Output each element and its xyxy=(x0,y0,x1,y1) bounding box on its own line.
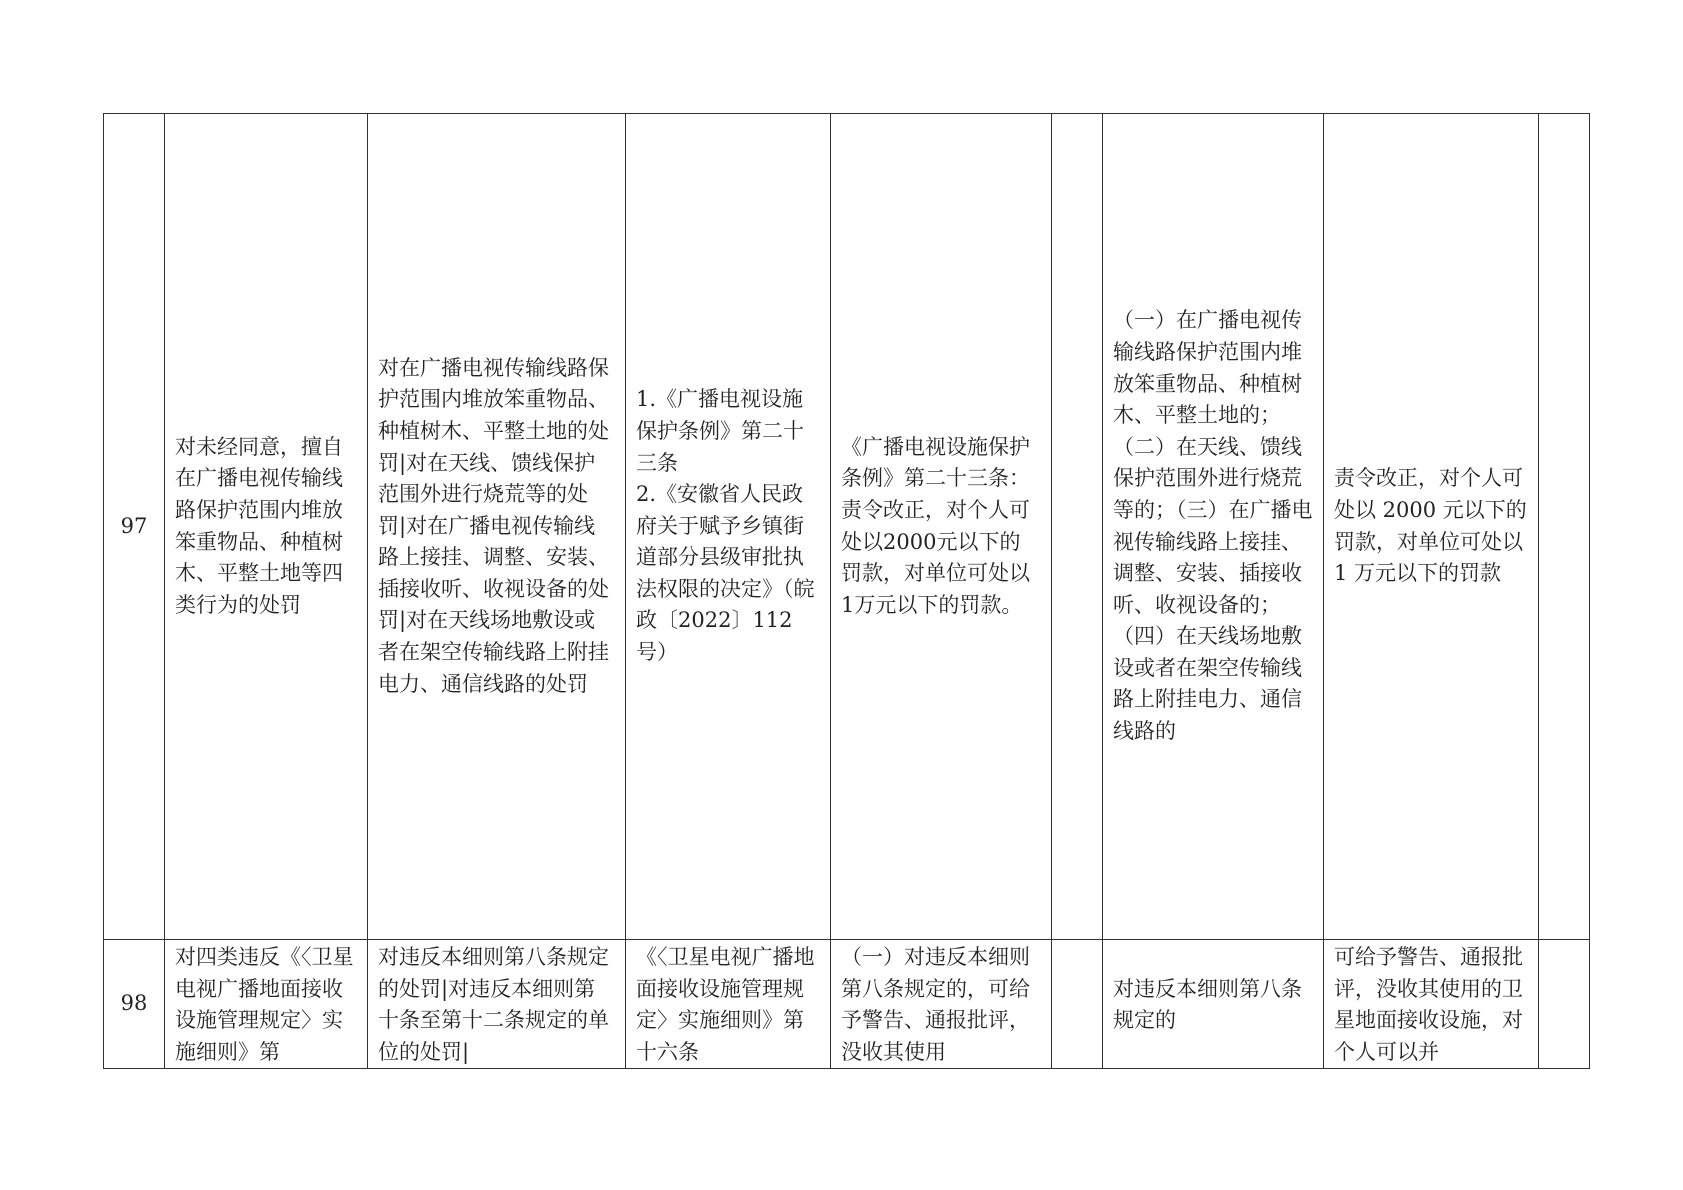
item-name-cell xyxy=(165,940,368,1069)
sub-items-cell xyxy=(368,114,626,940)
violations-cell xyxy=(1103,114,1324,940)
table-row xyxy=(104,940,1590,1069)
empty-cell xyxy=(1539,940,1590,1069)
violations-cell xyxy=(1103,940,1324,1069)
basis-text: 《〈卫星电视广播地面接收设施管理规定〉实施细则》第十六条 xyxy=(636,945,815,1064)
item-name-cell xyxy=(165,114,368,940)
empty-cell xyxy=(1539,114,1590,940)
empty-cell xyxy=(1052,114,1103,940)
basis-text: 1.《广播电视设施保护条例》第二十三条 2.《安徽省人民政府关于赋予乡镇街道部分县级审批执法权限的决定》（皖政〔2022〕112号） xyxy=(636,387,815,665)
violations-text: （一）在广播电视传输线路保护范围内堆放笨重物品、种植树木、平整土地的；（二）在天线、馈线保护范围外进行烧荒等的；（三）在广播电视传输线路上接挂、调整、安装、插接收听、收视设备的；（四）在天线场地敷设或者在架空传输线路上附挂电力、通信线路的 xyxy=(1113,308,1313,744)
penalty-cell xyxy=(1324,114,1539,940)
item-name-text: 对四类违反《〈卫星电视广播地面接收设施管理规定〉实施细则》第 xyxy=(175,945,354,1064)
sub-items-text: 对在广播电视传输线路保护范围内堆放笨重物品、种植树木、平整土地的处罚|对在天线、馈线保护范围外进行烧荒等的处罚|对在广播电视传输线路上接挂、调整、安装、插接收听、收视设备的处罚|对在天线场地敷设或者在架空传输线路上附挂电力、通信线路的处罚 xyxy=(378,355,609,696)
penalty-text: 可给予警告、通报批评，没收其使用的卫星地面接收设施，对个人可以并 xyxy=(1334,945,1523,1064)
item-name-text: 对未经同意，擅自在广播电视传输线路保护范围内堆放笨重物品、种植树木、平整土地等四类行为的处罚 xyxy=(175,434,343,617)
penalty-clause-cell xyxy=(831,940,1052,1069)
basis-cell xyxy=(626,940,831,1069)
sub-items-text: 对违反本细则第八条规定的处罚|对违反本细则第十条至第十二条规定的单位的处罚| xyxy=(378,945,609,1064)
table-row xyxy=(104,114,1590,940)
penalty-text: 责令改正，对个人可处以 2000 元以下的罚款，对单位可处以 1 万元以下的罚款 xyxy=(1334,466,1527,586)
penalty-cell xyxy=(1324,940,1539,1069)
penalty-items-table xyxy=(103,113,1590,1069)
sub-items-cell xyxy=(368,940,626,1069)
penalty-clause-cell xyxy=(831,114,1052,940)
basis-cell xyxy=(626,114,831,940)
violations-text: 对违反本细则第八条规定的 xyxy=(1113,976,1302,1033)
penalty-clause-text: （一）对违反本细则第八条规定的，可给予警告、通报批评，没收其使用 xyxy=(841,945,1030,1064)
penalty-clause-text: 《广播电视设施保护条例》第二十三条：责令改正，对个人可处以2000元以下的罚款，对单位可处以1万元以下的罚款。 xyxy=(841,434,1030,617)
row-number: 97 xyxy=(104,114,165,940)
empty-cell xyxy=(1052,940,1103,1069)
row-number: 98 xyxy=(104,940,165,1069)
